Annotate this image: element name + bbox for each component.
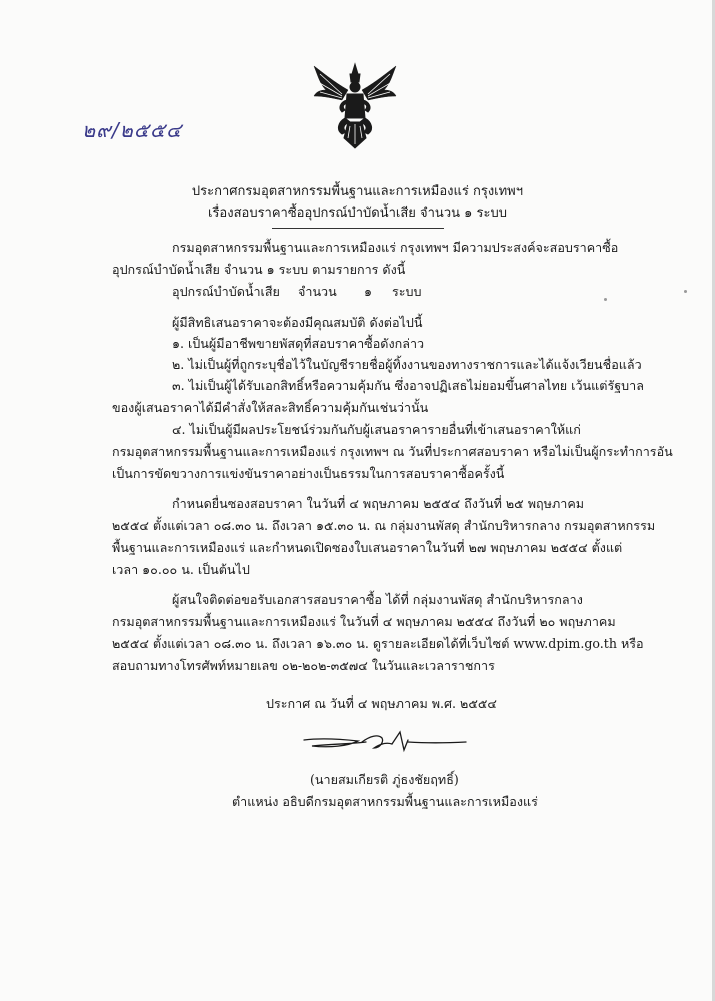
signature-image <box>300 728 470 758</box>
announcement-date: ประกาศ ณ วันที่ ๔ พฤษภาคม พ.ศ. ๒๕๕๔ <box>266 696 497 711</box>
scan-speck <box>604 298 607 301</box>
schedule-line-2: ๒๕๕๔ ตั้งแต่เวลา ๐๘.๓๐ น. ถึงเวลา ๑๕.๓๐ น. ณ กลุ่มงานพัสดุ สำนักบริหารกลาง กรมอุตสาหกรรม <box>112 518 656 533</box>
contact-line-4: สอบถามทางโทรศัพท์หมายเลข ๐๒-๒๐๒-๓๕๗๔ ในวันและเวลาราชการ <box>112 658 495 673</box>
schedule-line-3: พื้นฐานและการเหมืองแร่ และกำหนดเปิดซองใบเสนอราคาในวันที่ ๒๗ พฤษภาคม ๒๕๕๔ ตั้งแต่ <box>112 540 623 555</box>
item-qty: ๑ <box>364 284 372 299</box>
schedule-line-4: เวลา ๑๐.๐๐ น. เป็นต้นไป <box>112 562 250 577</box>
contact-line-3: ๒๕๕๔ ตั้งแต่เวลา ๐๘.๓๐ น. ถึงเวลา ๑๖.๓๐ น. ดูรายละเอียดได้ที่เว็บไซต์ www.dpim.go.th หรือ <box>112 636 644 651</box>
item-unit: ระบบ <box>392 284 422 299</box>
qualification-1: ๑. เป็นผู้มีอาชีพขายพัสดุที่สอบราคาซื้อดังกล่าว <box>172 336 425 351</box>
handwritten-doc-number: ๒๙/๒๕๕๔ <box>82 118 183 142</box>
intro-line-2: อุปกรณ์บำบัดน้ำเสีย จำนวน ๑ ระบบ ตามรายการ ดังนี้ <box>112 262 406 277</box>
contact-line-2: กรมอุตสาหกรรมพื้นฐานและการเหมืองแร่ ในวันที่ ๔ พฤษภาคม ๒๕๕๔ ถึงวันที่ ๒๐ พฤษภาคม <box>112 614 616 629</box>
garuda-emblem <box>312 60 398 150</box>
qualification-4-line-3: เป็นการขัดขวางการแข่งขันราคาอย่างเป็นธรรมในการสอบราคาซื้อครั้งนี้ <box>112 466 505 481</box>
qualification-3-line-1: ๓. ไม่เป็นผู้ได้รับเอกสิทธิ์หรือความคุ้มกัน ซึ่งอาจปฏิเสธไม่ยอมขึ้นศาลไทย เว้นแต่รัฐบาล <box>172 378 644 393</box>
schedule-line-1: กำหนดยื่นซองสอบราคา ในวันที่ ๔ พฤษภาคม ๒๕๕๔ ถึงวันที่ ๒๕ พฤษภาคม <box>172 496 585 511</box>
contact-line-1: ผู้สนใจติดต่อขอรับเอกสารสอบราคาซื้อ ได้ที่ กลุ่มงานพัสดุ สำนักบริหารกลาง <box>172 592 583 607</box>
qualifications-heading: ผู้มีสิทธิเสนอราคาจะต้องมีคุณสมบัติ ดังต่อไปนี้ <box>172 315 423 330</box>
intro-line-1: กรมอุตสาหกรรมพื้นฐานและการเหมืองแร่ กรุงเทพฯ มีความประสงค์จะสอบราคาซื้อ <box>172 240 619 255</box>
qualification-3-line-2: ของผู้เสนอราคาได้มีคำสั่งให้สละสิทธิ์ความคุ้มกันเช่นว่านั้น <box>112 400 429 415</box>
signer-name: (นายสมเกียรติ ภู่ธงชัยฤทธิ์) <box>310 772 459 787</box>
scan-speck <box>684 290 687 293</box>
qualification-4-line-1: ๔. ไม่เป็นผู้มีผลประโยชน์ร่วมกันกับผู้เสนอราคารายอื่นที่เข้าเสนอราคาให้แก่ <box>172 422 581 437</box>
signer-title: ตำแหน่ง อธิบดีกรมอุตสาหกรรมพื้นฐานและการเหมืองแร่ <box>232 794 538 809</box>
item-name: อุปกรณ์บำบัดน้ำเสีย <box>172 284 280 299</box>
announcement-title: ประกาศกรมอุตสาหกรรมพื้นฐานและการเหมืองแร่ กรุงเทพฯ <box>191 184 524 199</box>
qualification-4-line-2: กรมอุตสาหกรรมพื้นฐานและการเหมืองแร่ กรุงเทพฯ ณ วันที่ประกาศสอบราคา หรือไม่เป็นผู้กระทำการอัน <box>112 444 673 459</box>
announcement-subject: เรื่องสอบราคาซื้ออุปกรณ์บำบัดน้ำเสีย จำนวน ๑ ระบบ <box>208 206 507 221</box>
qualification-2: ๒. ไม่เป็นผู้ที่ถูกระบุชื่อไว้ในบัญชีรายชื่อผู้ทิ้งงานของทางราชการและได้แจ้งเวียนชื่อแล้ว <box>172 357 642 372</box>
item-qty-label: จำนวน <box>298 284 337 299</box>
title-divider <box>272 228 444 229</box>
